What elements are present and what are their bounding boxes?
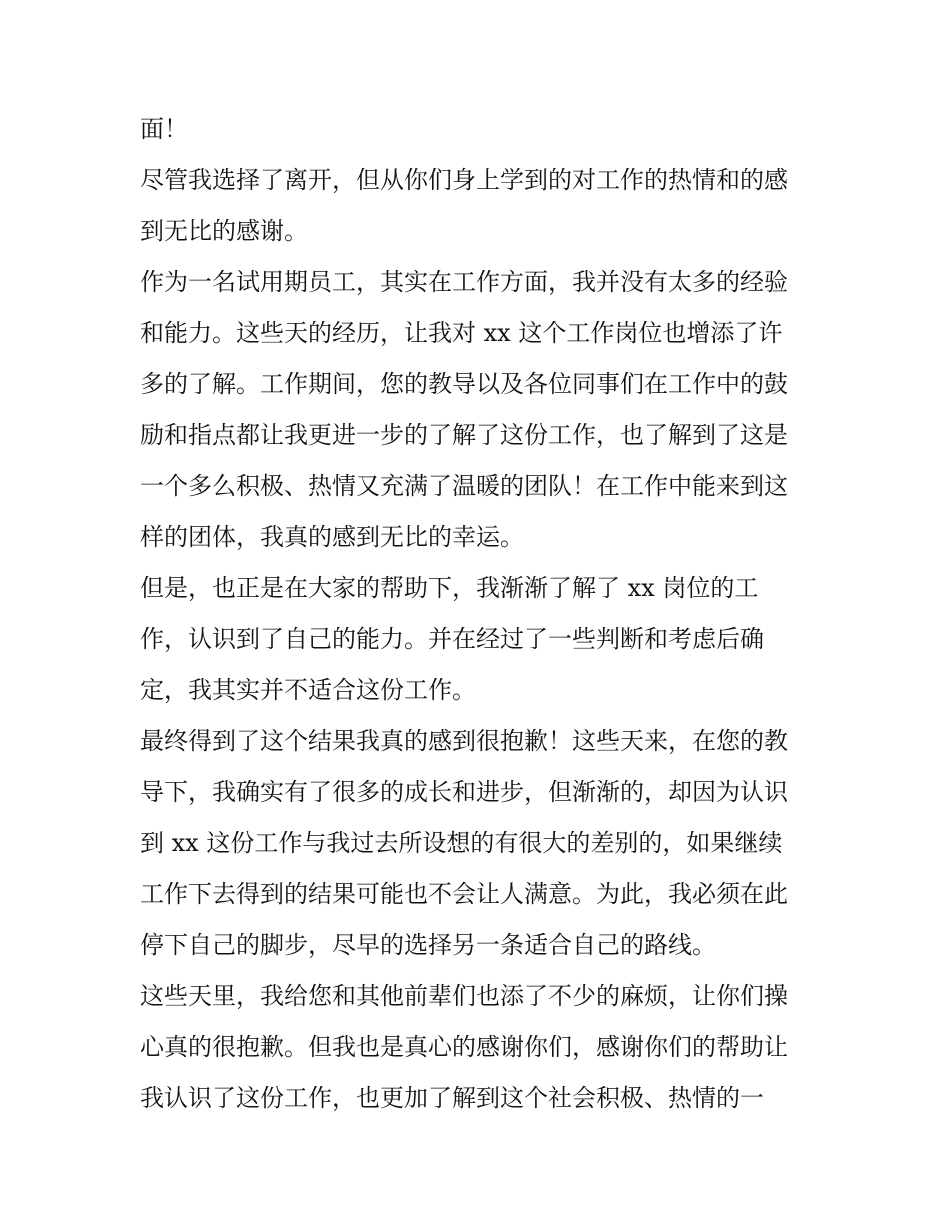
text-line: 一个多么积极、热情又充满了温暖的团队！在工作中能来到这	[140, 472, 788, 500]
text-line: 但是，也正是在大家的帮助下，我渐渐了解了 xx 岗位的工	[140, 574, 759, 602]
text-line: 工作下去得到的结果可能也不会让人满意。为此，我必须在此	[140, 880, 788, 908]
text-line: 励和指点都让我更进一步的了解了这份工作，也了解到了这是	[140, 421, 788, 449]
text-line: 导下，我确实有了很多的成长和进步，但渐渐的，却因为认识	[140, 778, 788, 806]
text-line: 和能力。这些天的经历，让我对 xx 这个工作岗位也增添了许	[140, 319, 783, 347]
text-line: 作，认识到了自己的能力。并在经过了一些判断和考虑后确	[140, 625, 764, 653]
text-line: 作为一名试用期员工，其实在工作方面，我并没有太多的经验	[140, 268, 788, 296]
text-line: 停下自己的脚步，尽早的选择另一条适合自己的路线。	[140, 931, 716, 959]
text-line: 到无比的感谢。	[140, 217, 308, 245]
letter-body	[140, 104, 820, 1124]
text-line: 这些天里，我给您和其他前辈们也添了不少的麻烦，让你们操	[140, 982, 788, 1010]
text-line: 到 xx 这份工作与我过去所设想的有很大的差别的，如果继续	[140, 829, 783, 857]
text-line: 尽管我选择了离开，但从你们身上学到的对工作的热情和的感	[140, 166, 788, 194]
text-line: 最终得到了这个结果我真的感到很抱歉！这些天来，在您的教	[140, 727, 788, 755]
text-line: 定，我其实并不适合这份工作。	[140, 676, 476, 704]
text-line: 多的了解。工作期间，您的教导以及各位同事们在工作中的鼓	[140, 370, 788, 398]
text-line: 面！	[140, 115, 188, 143]
text-line: 样的团体，我真的感到无比的幸运。	[140, 523, 524, 551]
text-line: 心真的很抱歉。但我也是真心的感谢你们，感谢你们的帮助让	[140, 1033, 788, 1061]
text-line: 我认识了这份工作，也更加了解到这个社会积极、热情的一	[140, 1084, 764, 1112]
